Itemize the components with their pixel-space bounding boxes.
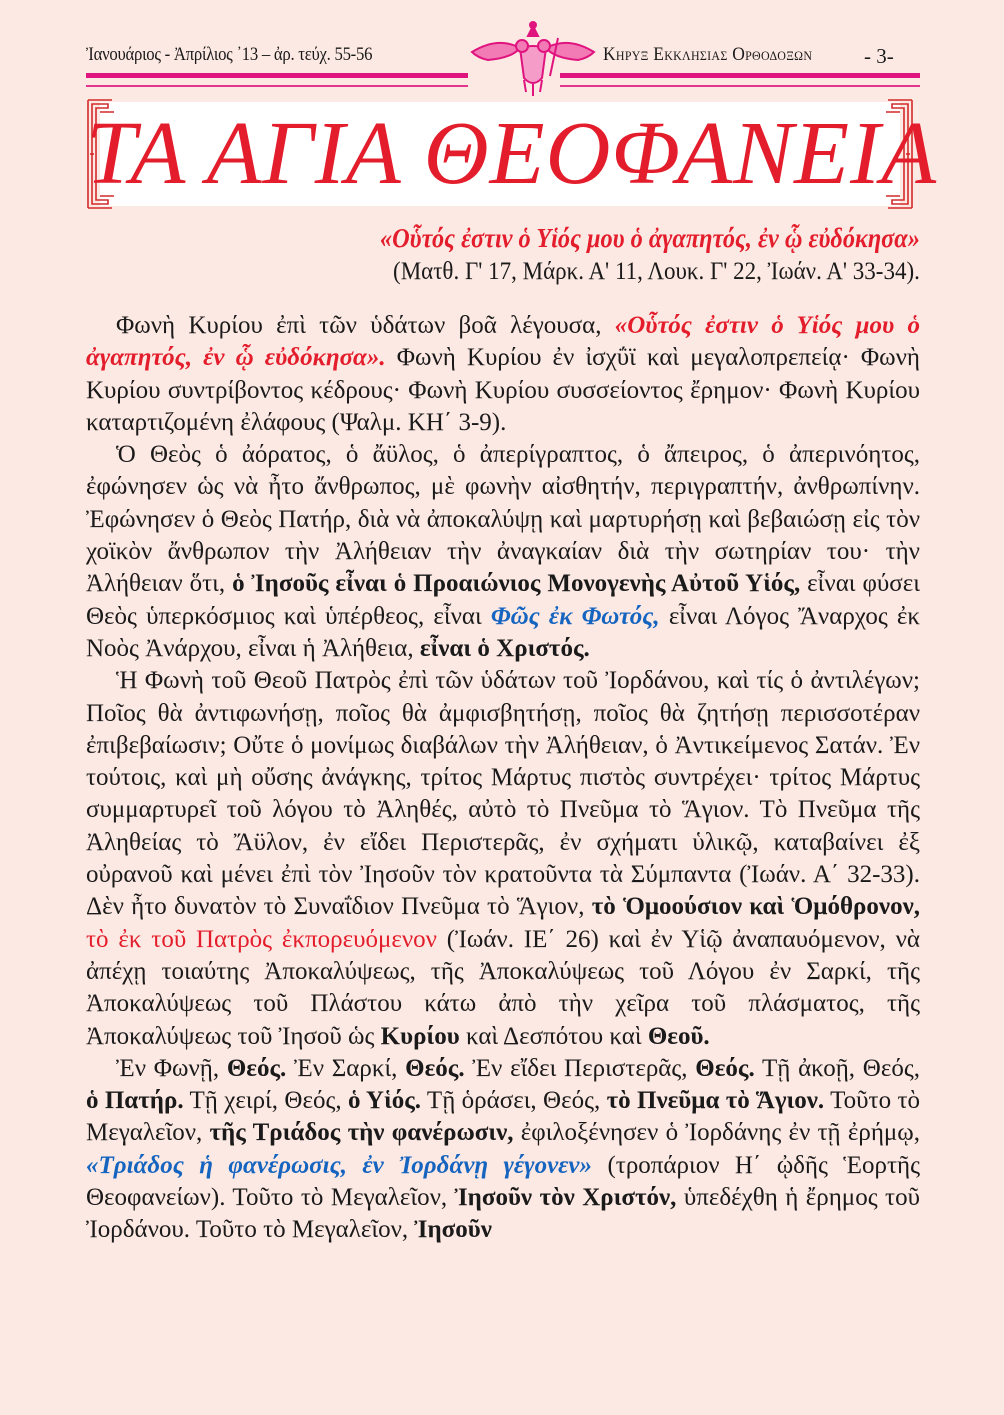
emphasis-run: Ἰησοῦν bbox=[414, 1216, 492, 1244]
text-run: (Ἰωάν. ΙΕ΄ 26) καὶ ἐν Υἱῷ ἀναπαυόμενον, νὰ ἀπέχῃ τοιαύτης Ἀποκαλύψεως, τῆς Ἀποκαλύψεως τοῦ Λόγου ἐν Σαρκί, τῆς Ἀποκαλύψεως τοῦ Πλάστου κάτω ἀπὸ τὴν χεῖρα τοῦ πλάσματος, τῆς Ἀποκαλύψεως τοῦ Ἰησοῦ ὡς bbox=[86, 925, 920, 1050]
text-run: Ἐν Σαρκί, bbox=[286, 1054, 406, 1082]
emphasis-run: «Οὗτός ἐστιν ὁ Υἱός μου ὁ ἀγαπητός, ἐν ᾧ εὐδόκησα». bbox=[86, 312, 920, 372]
emphasis-run: Θεός. bbox=[405, 1054, 465, 1082]
text-run: Ἐν εἴδει Περιστερᾶς, bbox=[464, 1054, 696, 1082]
emphasis-run: τῆς Τριάδος τὴν φανέρωσιν, bbox=[209, 1119, 514, 1147]
header-rule-right-thin bbox=[560, 85, 920, 87]
page-header bbox=[0, 0, 1004, 90]
paragraph bbox=[86, 1053, 920, 1247]
text-run: ὑπεδέχθη ἡ ἔρημος τοῦ Ἰορδάνου. Τοῦτο τὸ Μεγαλεῖον, bbox=[86, 1184, 920, 1244]
text-run: ἐφιλοξένησεν ὁ Ἰορδάνης ἐν τῇ ἐρήμῳ, bbox=[513, 1119, 920, 1147]
header-rule-right bbox=[560, 73, 920, 78]
text-run: εἶναι Λόγος Ἄναρχος ἐκ Νοὸς Ἀνάρχου, εἶναι ἡ Ἀλήθεια, bbox=[86, 602, 920, 662]
emphasis-run: Θεοῦ. bbox=[647, 1022, 710, 1050]
text-run: Ἐν Φωνῇ, bbox=[116, 1054, 227, 1082]
issue-info: Ἰανουάριος - Ἀπρίλιος ᾽13 – ἀρ. τεύχ. 55-56 bbox=[86, 44, 373, 65]
text-run: Φωνὴ Κυρίου ἐπὶ τῶν ὑδάτων βοᾶ λέγουσα, bbox=[116, 312, 615, 339]
epigraph bbox=[320, 221, 920, 289]
text-run: Τῇ ὁράσει, Θεός, bbox=[421, 1087, 607, 1115]
text-run: εἶναι φύσει Θεὸς ὑπερκόσμιος καὶ ὑπέρθεος, εἶναι bbox=[86, 570, 921, 630]
text-run: Τῇ ἀκοῇ, Θεός, bbox=[754, 1054, 920, 1082]
text-run: Φωνὴ Κυρίου ἐν ἰσχΰϊ καὶ μεγαλοπρεπείᾳ· Φωνὴ Κυρίου συντρίβοντος κέδρους· Φωνὴ Κυρίου συσσείοντος ἔρημον· Φωνὴ Κυρίου καταρτιζομένη ἐλάφους (Ψαλμ. ΚΗ΄ 3-9). bbox=[86, 344, 920, 436]
epigraph-reference: (Ματθ. Γ' 17, Μάρκ. Α' 11, Λουκ. Γ' 22, Ἰωάν. Α' 33-34). bbox=[393, 258, 920, 285]
paragraph bbox=[86, 310, 920, 439]
text-run: Ἡ Φωνὴ τοῦ Θεοῦ Πατρὸς ἐπὶ τῶν ὑδάτων τοῦ Ἰορδάνου, καὶ τίς ὁ ἀντιλέγων; Ποῖος θὰ ἀντιφωνήσῃ, ποῖος θὰ ἀμφισβητήσῃ, ποῖος θὰ ζητήσῃ περισσοτέραν ἐπιβεβαίωσιν; Οὔτε ὁ μονίμως διαβάλων τὴν Ἀλήθειαν, ὁ Ἀντικείμενος Σατάν. Ἐν τούτοις, καὶ μὴ οὔσης ἀνάγκης, τρίτος Μάρτυς πιστὸς συντρέχει· τρίτος Μάρτυς συμμαρτυρεῖ τοῦ λόγου τὸ Ἀληθές, αὐτὸ τὸ Πνεῦμα τὸ Ἅγιον. Τὸ Πνεῦμα τῆς Ἀληθείας τὸ Ἄϋλον, ἐν εἴδει Περιστερᾶς, ἐν σχήματι ὑλικῷ, καταβαίνει ἐξ οὐρανοῦ καὶ μένει ἐπὶ τὸν Ἰησοῦν τὸν κρατοῦντα τὰ Σύμπαντα (Ἰωάν. Α΄ 32-33). Δὲν ἦτο δυνατὸν τὸ Συναΐδιον Πνεῦμα τὸ Ἅγιον, bbox=[86, 667, 920, 921]
title-frame bbox=[86, 98, 938, 210]
emphasis-run: «Τριάδος ἡ φανέρωσις, ἐν Ἰορδάνῃ γέγονεν» bbox=[86, 1151, 593, 1179]
emphasis-run: ὁ Ἰησοῦς εἶναι ὁ Προαιώνιος Μονογενὴς Αὐτοῦ Υἱός, bbox=[232, 570, 801, 598]
paragraph bbox=[86, 439, 920, 665]
emphasis-run: ὁ Πατήρ. bbox=[86, 1087, 184, 1115]
header-rule-left bbox=[86, 73, 468, 78]
emphasis-run: Ἰησοῦν τὸν Χριστόν, bbox=[454, 1184, 677, 1212]
article-body bbox=[86, 310, 920, 1247]
header-rule-left-thin bbox=[86, 85, 468, 87]
article-title: ΤΑ ΑΓΙΑ ΘΕΟΦΑΝΕΙΑ bbox=[86, 104, 938, 203]
text-run: Τῇ χειρί, Θεός, bbox=[183, 1087, 348, 1115]
text-run: Ὁ Θεὸς ὁ ἀόρατος, ὁ ἄϋλος, ὁ ἀπερίγραπτος, ὁ ἄπειρος, ὁ ἀπερινόητος, ἐφώνησεν ὡς νὰ ἦτο ἄνθρωπος, μὲ φωνὴν αἰσθητήν, περιγραπτήν, ἀνθρωπίνην. Ἐφώνησεν ὁ Θεὸς Πατήρ, διὰ νὰ ἀποκαλύψῃ καὶ μαρτυρήσῃ καὶ βεβαιώσῃ εἰς τὸν χοϊκὸν ἄνθρωπον τὴν Ἀλήθειαν τὴν ἀναγκαίαν διὰ τὴν σωτηρίαν του· τὴν Ἀλήθειαν ὅτι, bbox=[86, 441, 920, 598]
emphasis-run: τὸ Πνεῦμα τὸ Ἅγιον. bbox=[606, 1087, 825, 1115]
paragraph bbox=[86, 665, 920, 1053]
double-headed-eagle-icon bbox=[468, 18, 598, 98]
publication-name: Κηρυξ Εκκλησιας Ορθοδοξων bbox=[603, 44, 813, 65]
emphasis-run: Θεός. bbox=[695, 1054, 755, 1082]
emphasis-run: εἶναι ὁ Χριστός. bbox=[419, 634, 590, 662]
emphasis-run: ὁ Υἱός. bbox=[347, 1087, 422, 1115]
text-run: (τροπάριον Η΄ ᾠδῆς Ἑορτῆς Θεοφανείων). Τοῦτο τὸ Μεγαλεῖον, bbox=[86, 1151, 921, 1212]
emphasis-run: Φῶς ἐκ Φωτός, bbox=[490, 602, 660, 630]
emphasis-run: Θεός. bbox=[226, 1054, 287, 1082]
emphasis-run: Κυρίου bbox=[380, 1022, 460, 1050]
text-run: Τοῦτο τὸ Μεγαλεῖον, bbox=[86, 1087, 920, 1147]
emphasis-run: τὸ Ὁμοούσιον καὶ Ὁμόθρονον, bbox=[591, 893, 920, 921]
epigraph-quote: «Οὗτός ἐστιν ὁ Υἱός μου ὁ ἀγαπητός, ἐν ᾧ εὐδόκησα» bbox=[380, 223, 920, 253]
emphasis-run: τὸ ἐκ τοῦ Πατρὸς ἐκπορευόμενον bbox=[86, 925, 437, 953]
text-run: καὶ Δεσπότου καὶ bbox=[459, 1022, 648, 1050]
page-number: - 3- bbox=[864, 44, 894, 68]
